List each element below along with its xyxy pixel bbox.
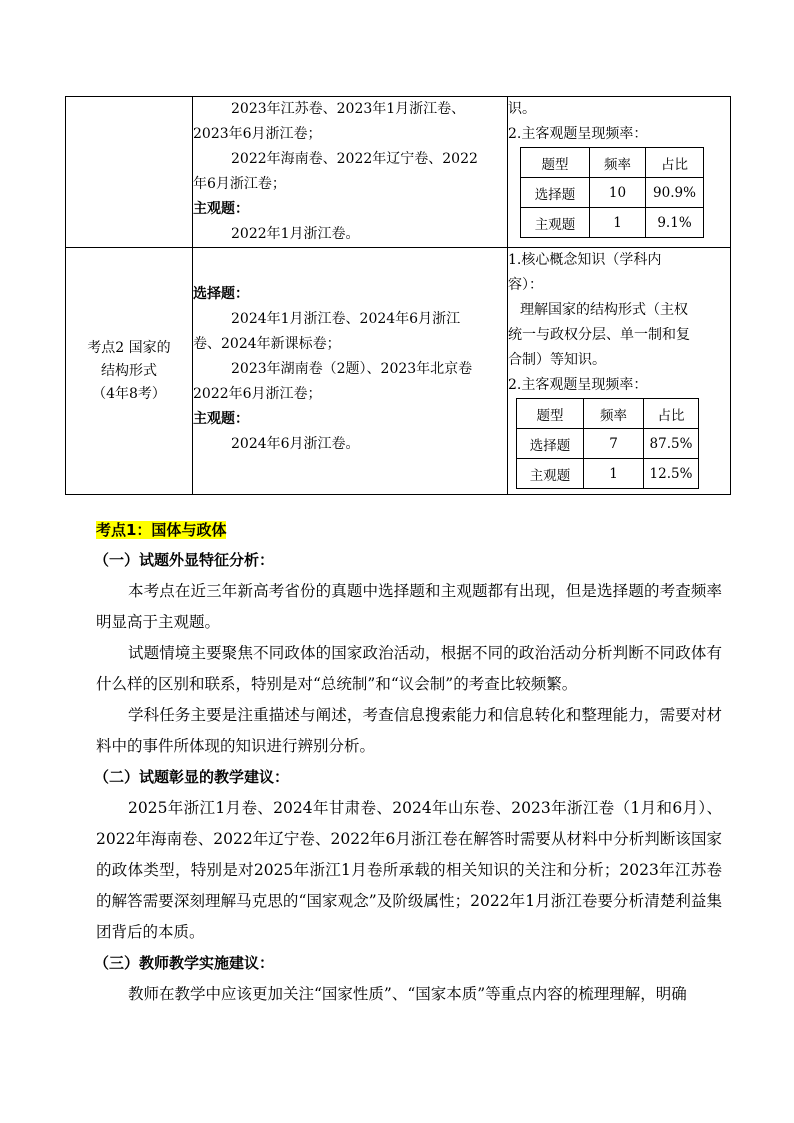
table-row — [66, 97, 731, 248]
frequency-table — [520, 147, 704, 238]
cell: 1 — [584, 459, 644, 489]
exam-list-line: 2023年6月浙江卷； — [193, 126, 322, 142]
subheading: （二）试题彰显的教学建议： — [94, 768, 290, 786]
topic-line: 结构形式 — [101, 362, 157, 379]
exam-list-line: 2022年1月浙江卷。 — [231, 226, 360, 242]
cell: 90.9% — [646, 178, 704, 208]
exam-list-line: 2023年江苏卷、2023年1月浙江卷、 — [231, 101, 466, 117]
header-cell: 频率 — [590, 148, 646, 178]
topic-line: （4年8考） — [92, 385, 166, 402]
choice-label: 选择题： — [193, 286, 249, 302]
cell: 1 — [590, 208, 646, 238]
frequency-label: 2.主客观题呈现频率： — [508, 126, 648, 142]
exam-list-line: 2024年6月浙江卷。 — [231, 436, 360, 452]
header-cell: 占比 — [644, 399, 699, 429]
subjective-label: 主观题： — [193, 411, 249, 427]
row2-col2 — [193, 248, 508, 495]
table-row — [66, 248, 731, 495]
row1-col1 — [66, 97, 193, 248]
concept-line: 1.核心概念知识（学科内 — [508, 252, 662, 268]
exam-analysis-table — [65, 96, 731, 495]
row1-col2 — [193, 97, 508, 248]
header-cell: 题型 — [521, 148, 590, 178]
cell: 主观题 — [517, 459, 584, 489]
concept-line: 理解国家的结构形式（主权 — [520, 302, 688, 318]
table-row — [521, 148, 704, 178]
paragraph: 试题情境主要聚焦不同政体的国家政治活动，根据不同的政治活动分析判断不同政体有什么样的区别和联系，特别是对“总统制”和“议会制”的考查比较频繁。 — [96, 644, 722, 693]
cell: 10 — [590, 178, 646, 208]
cell: 主观题 — [521, 208, 590, 238]
cell: 9.1% — [646, 208, 704, 238]
table-row — [517, 399, 699, 429]
paragraph: 学科任务主要是注重描述与阐述，考查信息搜索能力和信息转化和整理能力，需要对材料中的事件所体现的知识进行辨别分析。 — [96, 706, 722, 755]
table-row — [517, 459, 699, 489]
table-row — [517, 429, 699, 459]
cell: 选择题 — [517, 429, 584, 459]
paragraph: 教师在教学中应该更加关注“国家性质”、“国家本质”等重点内容的梳理理解，明确 — [128, 985, 687, 1003]
exam-list-line: 2022年6月浙江卷； — [193, 386, 322, 402]
frequency-table — [516, 398, 699, 489]
frequency-label: 2.主客观题呈现频率： — [508, 377, 648, 393]
concept-line: 统一与政权分层、单一制和复 — [508, 327, 690, 343]
concept-line: 合制）等知识。 — [508, 352, 606, 368]
exam-list-line: 年6月浙江卷； — [193, 176, 286, 192]
exam-list-line: 2024年1月浙江卷、2024年6月浙江 — [231, 311, 461, 327]
subheading: （一）试题外显特征分析： — [94, 551, 275, 569]
paragraph: 本考点在近三年新高考省份的真题中选择题和主观题都有出现，但是选择题的考查频率明显高于主观题。 — [96, 582, 722, 631]
cell: 7 — [584, 429, 644, 459]
topic-cell — [66, 248, 193, 495]
exam-list-line: 2022年海南卷、2022年辽宁卷、2022 — [231, 151, 478, 167]
section-body — [96, 515, 722, 1010]
concept-line: 识。 — [508, 101, 536, 117]
cell: 87.5% — [644, 429, 699, 459]
table-row — [521, 208, 704, 238]
section-title-text: 考点1：国体与政体 — [96, 521, 227, 539]
topic-line: 考点2 国家的 — [87, 339, 171, 356]
exam-list-line: 卷、2024年新课标卷； — [193, 336, 341, 352]
subheading: （三）教师教学实施建议： — [94, 954, 275, 972]
cell: 选择题 — [521, 178, 590, 208]
header-cell: 占比 — [646, 148, 704, 178]
exam-list-line: 2023年湖南卷（2题）、2023年北京卷 — [231, 361, 473, 377]
row1-col3 — [508, 97, 731, 248]
row2-col3 — [508, 248, 731, 495]
header-cell: 题型 — [517, 399, 584, 429]
paragraph: 2025年浙江1月卷、2024年甘肃卷、2024年山东卷、2023年浙江卷（1月和6月）、2022年海南卷、2022年辽宁卷、2022年6月浙江卷在解答时需要从材料中分析判断该国家的政体类型，特别是对2025年浙江1月卷所承载的相关知识的关注和分析；2023年江苏卷的解答需要深刻理解马克思的“国家观念”及阶级属性；2022年1月浙江卷要分析清楚利益集团背后的本质。 — [96, 799, 722, 941]
cell: 12.5% — [644, 459, 699, 489]
section-title — [96, 515, 722, 545]
subjective-label: 主观题： — [193, 201, 249, 217]
header-cell: 频率 — [584, 399, 644, 429]
table-row — [521, 178, 704, 208]
concept-line: 容）： — [508, 277, 543, 293]
